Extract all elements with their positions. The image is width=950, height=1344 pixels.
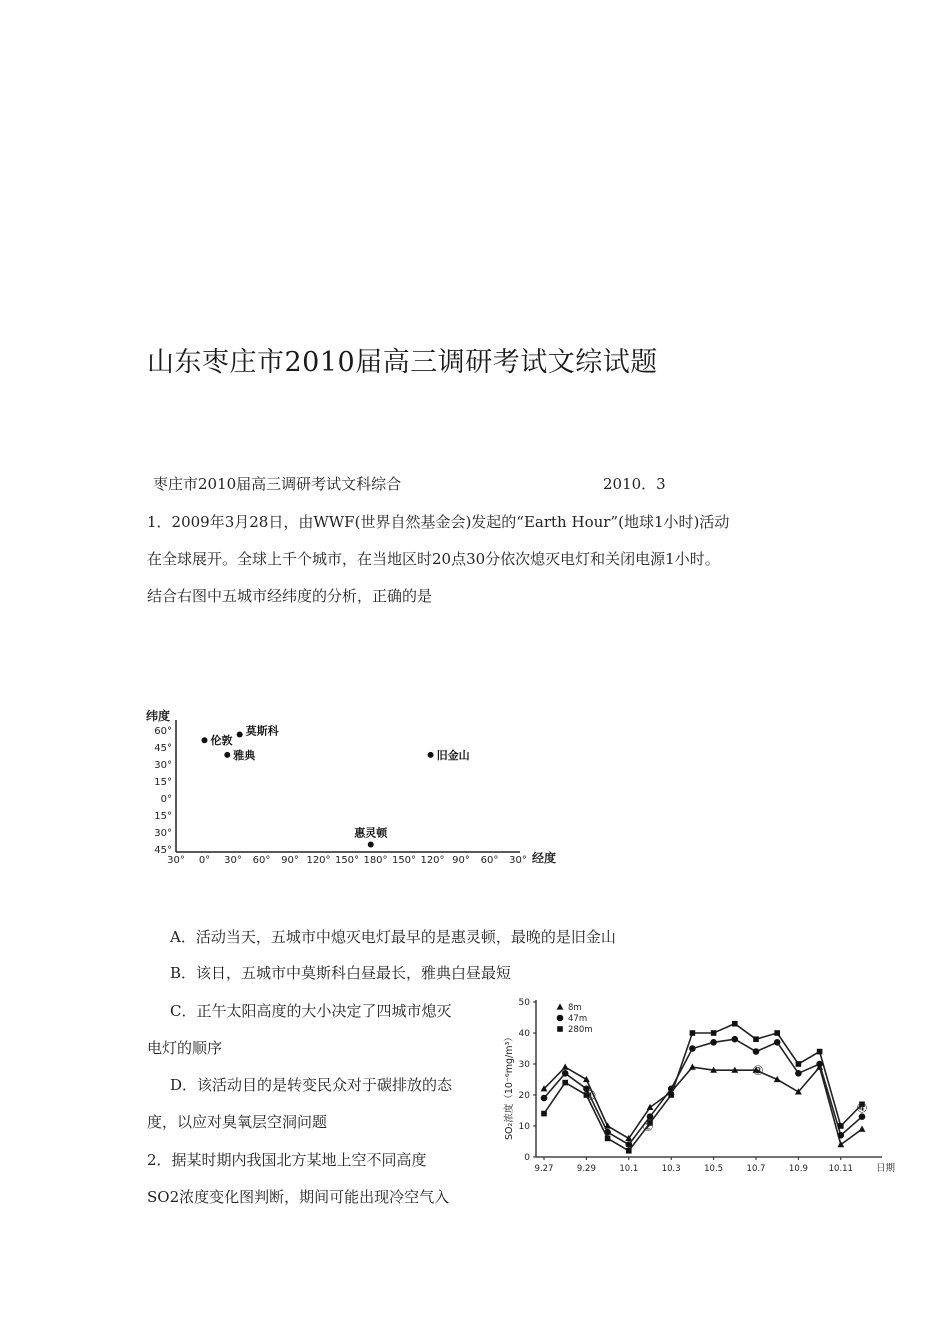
y-axis-label: SO₂浓度（10⁻⁶mg/m³）	[504, 1032, 515, 1140]
square-marker	[562, 1080, 568, 1086]
q1-line-1: 1．2009年3月28日，由WWF(世界自然基金会)发起的“Earth Hour”(地球1小时)活动	[147, 513, 730, 531]
circle-marker	[838, 1132, 845, 1139]
q1-option-d-line-2: 度，以应对臭氧层空洞问题	[147, 1113, 328, 1131]
y-tick-label: 60°	[154, 726, 172, 737]
x-axis-label: 日期	[876, 1163, 896, 1174]
q1-option-a: A．活动当天，五城市中熄灭电灯最早的是惠灵顿，最晚的是旧金山	[170, 928, 616, 946]
x-tick-label: 10.3	[661, 1164, 681, 1174]
period-annotation: ③	[752, 1064, 764, 1080]
q2-line-1: 2．据某时期内我国北方某地上空不同高度	[147, 1151, 427, 1169]
city-label: 惠灵顿	[354, 826, 388, 840]
x-tick-label: 30°	[509, 855, 527, 866]
y-tick-label: 15°	[154, 811, 172, 822]
x-tick-label: 90°	[281, 855, 299, 866]
legend-label: 8m	[568, 1003, 582, 1013]
square-marker	[626, 1148, 632, 1154]
circle-marker	[732, 1036, 739, 1043]
y-tick-label: 0	[524, 1153, 530, 1163]
series-line-280m	[544, 1024, 862, 1151]
square-marker	[753, 1036, 759, 1042]
x-tick-label: 0°	[198, 855, 211, 866]
y-tick-label: 10	[518, 1122, 530, 1132]
x-axis-label: 经度	[532, 851, 557, 865]
square-marker	[774, 1030, 780, 1036]
period-annotation: ①	[584, 1089, 597, 1104]
city-label: 雅典	[233, 748, 256, 762]
q1-line-3: 结合右图中五城市经纬度的分析，正确的是	[147, 587, 433, 605]
city-point	[202, 737, 208, 743]
legend-label: 280m	[568, 1025, 593, 1035]
y-tick-label: 30°	[154, 760, 172, 771]
page-title: 山东枣庄市2010届高三调研考试文综试题	[147, 347, 658, 378]
y-tick-label: 45°	[154, 743, 172, 754]
x-tick-label: 9.27	[534, 1164, 554, 1174]
circle-marker	[774, 1039, 781, 1046]
city-point	[224, 752, 230, 758]
x-tick-label: 90°	[452, 855, 470, 866]
square-marker	[732, 1021, 738, 1027]
q1-line-2: 在全球展开。全球上千个城市，在当地区时20点30分依次熄灭电灯和关闭电源1小时。	[147, 550, 720, 568]
circle-marker	[689, 1045, 696, 1052]
exam-date: 2010．3	[603, 475, 666, 493]
x-tick-label: 10.5	[704, 1164, 724, 1174]
x-tick-label: 30°	[224, 855, 242, 866]
y-tick-label: 40	[518, 1029, 530, 1039]
legend-label: 47m	[568, 1014, 588, 1024]
square-marker	[838, 1123, 844, 1129]
x-tick-label: 10.7	[746, 1164, 766, 1174]
city-label: 伦敦	[210, 734, 233, 748]
x-tick-label: 120°	[306, 855, 331, 866]
x-tick-label: 60°	[480, 855, 499, 866]
x-tick-label: 150°	[391, 855, 417, 866]
y-tick-label: 50	[518, 998, 530, 1008]
q1-option-d-line-1: D．该活动目的是转变民众对于碳排放的态	[170, 1076, 453, 1094]
city-coordinate-chart	[140, 700, 570, 875]
x-tick-label: 30°	[167, 855, 185, 866]
circle-marker	[562, 1070, 569, 1077]
circle-marker	[753, 1048, 760, 1055]
circle-marker	[710, 1039, 717, 1046]
period-annotation: ②	[642, 1120, 654, 1135]
triangle-marker	[557, 1003, 564, 1009]
x-tick-label: 180°	[363, 855, 388, 866]
y-tick-label: 30°	[154, 828, 172, 839]
q1-option-c-line-2: 电灯的顺序	[147, 1039, 223, 1057]
circle-marker	[541, 1095, 548, 1102]
x-tick-label: 9.29	[576, 1164, 596, 1174]
city-point	[368, 841, 374, 847]
city-label: 旧金山	[436, 748, 470, 762]
square-marker	[690, 1030, 696, 1036]
x-tick-label: 120°	[420, 855, 445, 866]
q1-option-c-line-1: C．正午太阳高度的大小决定了四城市熄灭	[170, 1002, 452, 1020]
exam-subtitle: 枣庄市2010届高三调研考试文科综合	[153, 475, 402, 493]
square-marker	[605, 1136, 611, 1142]
circle-marker	[557, 1015, 564, 1022]
y-tick-label: 30	[518, 1060, 530, 1070]
x-tick-label: 10.11	[828, 1164, 853, 1174]
triangle-marker	[562, 1064, 569, 1070]
square-marker	[796, 1061, 802, 1067]
x-tick-label: 150°	[334, 855, 360, 866]
q1-option-b: B．该日，五城市中莫斯科白昼最长，雅典白昼最短	[170, 964, 512, 982]
y-axis-label: 纬度	[146, 709, 171, 723]
so2-concentration-chart	[498, 990, 908, 1180]
q2-line-2: SO2浓度变化图判断，期间可能出现冷空气入	[147, 1188, 450, 1206]
triangle-marker	[859, 1126, 866, 1132]
square-marker	[817, 1049, 823, 1055]
x-tick-label: 10.1	[619, 1164, 639, 1174]
square-marker	[668, 1092, 674, 1098]
city-label: 莫斯科	[245, 724, 279, 738]
y-tick-label: 0°	[160, 794, 172, 805]
y-tick-label: 15°	[154, 777, 172, 788]
circle-marker	[795, 1070, 802, 1077]
x-tick-label: 10.9	[788, 1164, 808, 1174]
period-annotation: ④	[856, 1101, 868, 1117]
square-marker	[711, 1030, 717, 1036]
city-point	[428, 752, 434, 758]
triangle-marker	[689, 1064, 696, 1070]
x-tick-label: 60°	[252, 855, 271, 866]
y-tick-label: 20	[518, 1091, 530, 1101]
square-marker	[541, 1111, 547, 1117]
square-marker	[557, 1026, 563, 1032]
city-point	[237, 732, 243, 738]
y-tick-label: 45°	[154, 845, 172, 856]
